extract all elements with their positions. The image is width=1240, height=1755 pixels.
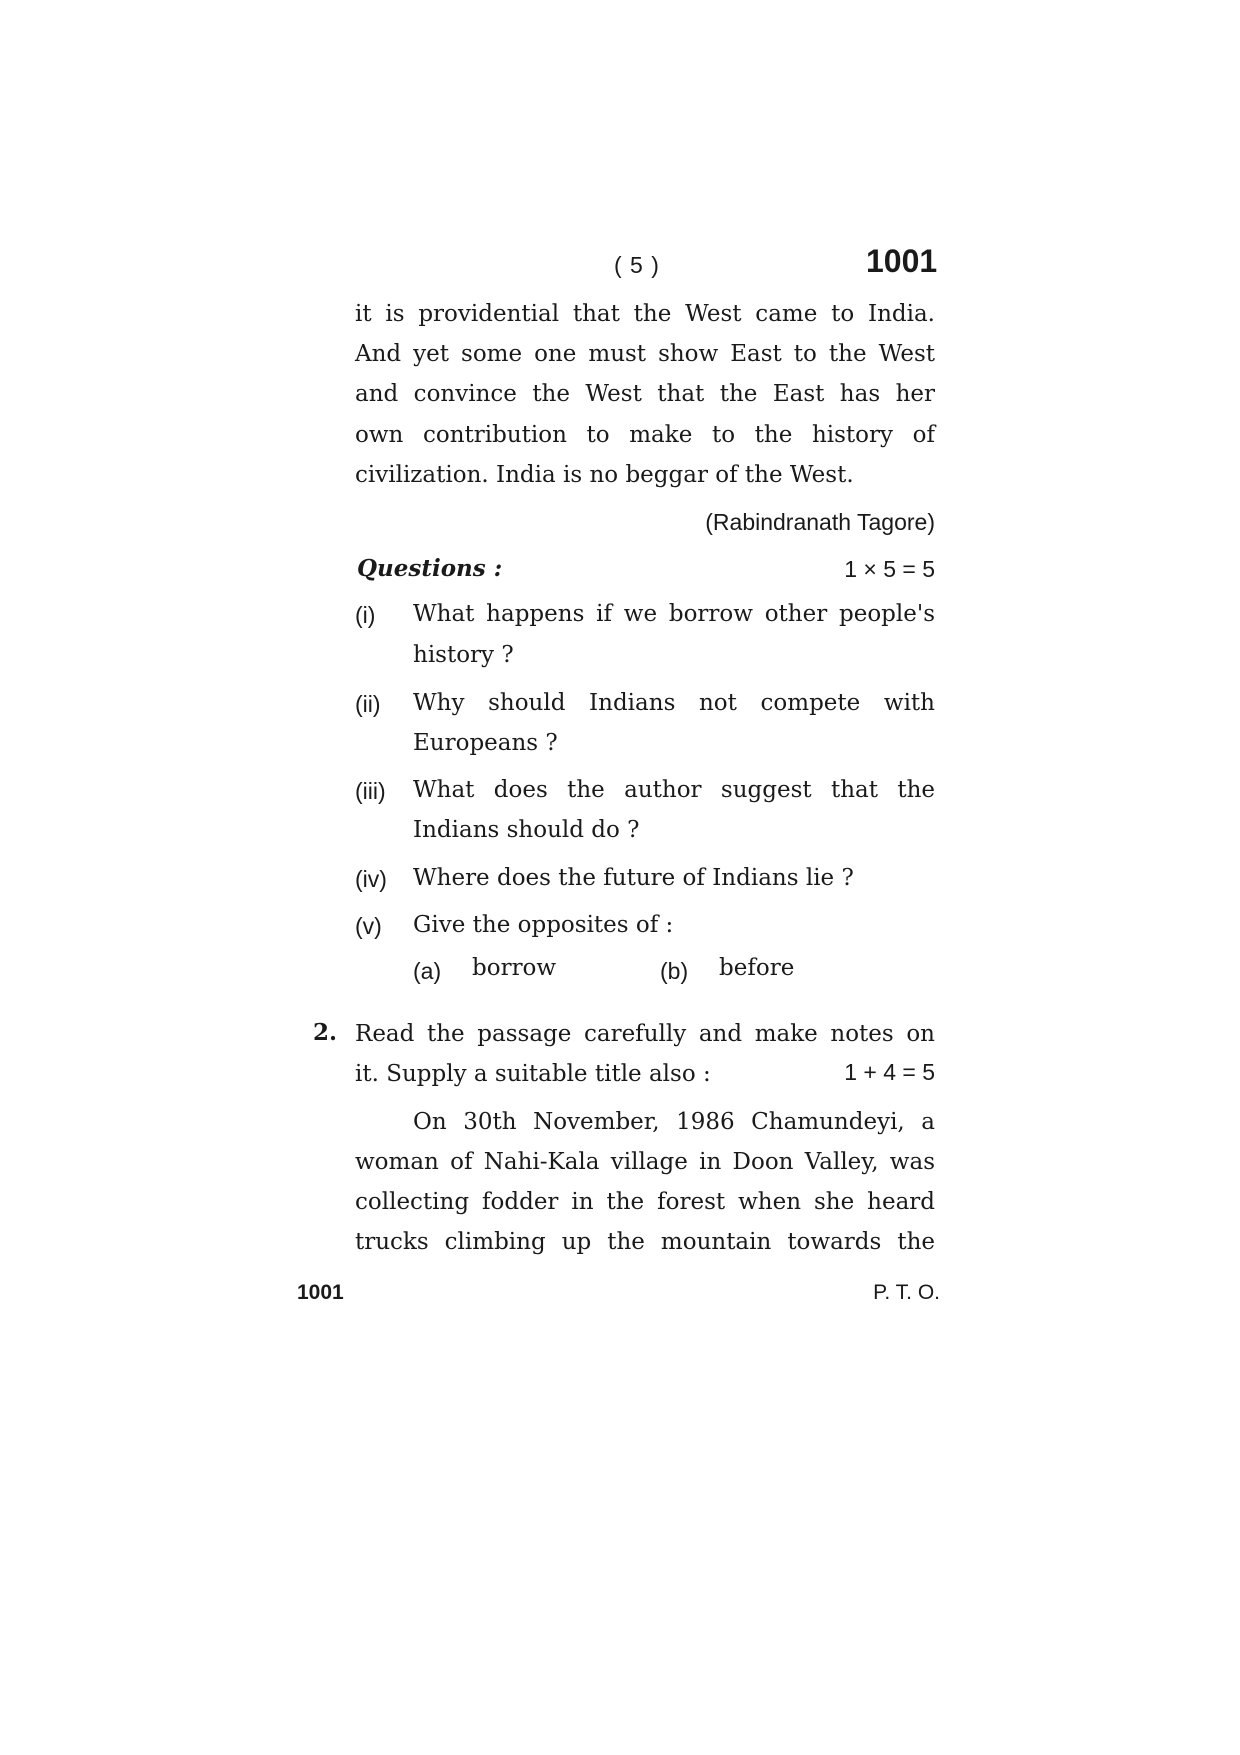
question-text: Give the opposites of : (413, 912, 674, 938)
question-2-text: Read the passage carefully and make notes on (355, 1021, 935, 1047)
passage-line: and convince the West that the East has her (355, 381, 935, 407)
passage-line: civilization. India is no beggar of the West. (355, 462, 854, 488)
passage-line: own contribution to make to the history of (355, 422, 935, 448)
question-text: Indians should do ? (413, 817, 640, 843)
passage-line: it is providential that the West came to India. (355, 301, 935, 327)
paper-code: 1001 (866, 243, 938, 279)
question-number: (iv) (355, 866, 387, 892)
questions-heading: Questions : (357, 555, 503, 582)
attribution: (Rabindranath Tagore) (705, 509, 935, 535)
question-number: (ii) (355, 691, 381, 717)
question-text: Europeans ? (413, 730, 558, 756)
question-text: Where does the future of Indians lie ? (413, 865, 854, 891)
question-text: Why should Indians not compete with (413, 690, 935, 716)
passage-line: And yet some one must show East to the West (355, 341, 935, 367)
question-text: history ? (413, 642, 514, 668)
questions-marks: 1 × 5 = 5 (844, 556, 935, 582)
question-2-marks: 1 + 4 = 5 (844, 1059, 935, 1085)
option-label: (a) (413, 958, 442, 984)
question-number: (iii) (355, 778, 386, 804)
passage-2-line: collecting fodder in the forest when she heard (355, 1189, 935, 1215)
passage-2-line: On 30th November, 1986 Chamundeyi, a (413, 1109, 935, 1135)
option-label: (b) (660, 958, 689, 984)
question-number: (i) (355, 602, 376, 628)
question-text: What does the author suggest that the (413, 777, 935, 803)
footer-pto: P. T. O. (873, 1281, 940, 1304)
question-2-number: 2. (313, 1019, 338, 1046)
page-number: ( 5 ) (614, 252, 660, 278)
question-number: (v) (355, 913, 382, 939)
option-word: before (719, 955, 795, 981)
question-2-text: it. Supply a suitable title also : (355, 1061, 711, 1087)
passage-2-line: woman of Nahi-Kala village in Doon Valley, was (355, 1149, 935, 1175)
footer-paper-code: 1001 (297, 1281, 344, 1304)
passage-2-line: trucks climbing up the mountain towards the (355, 1229, 935, 1255)
option-word: borrow (472, 955, 557, 981)
question-text: What happens if we borrow other people's (413, 601, 935, 627)
